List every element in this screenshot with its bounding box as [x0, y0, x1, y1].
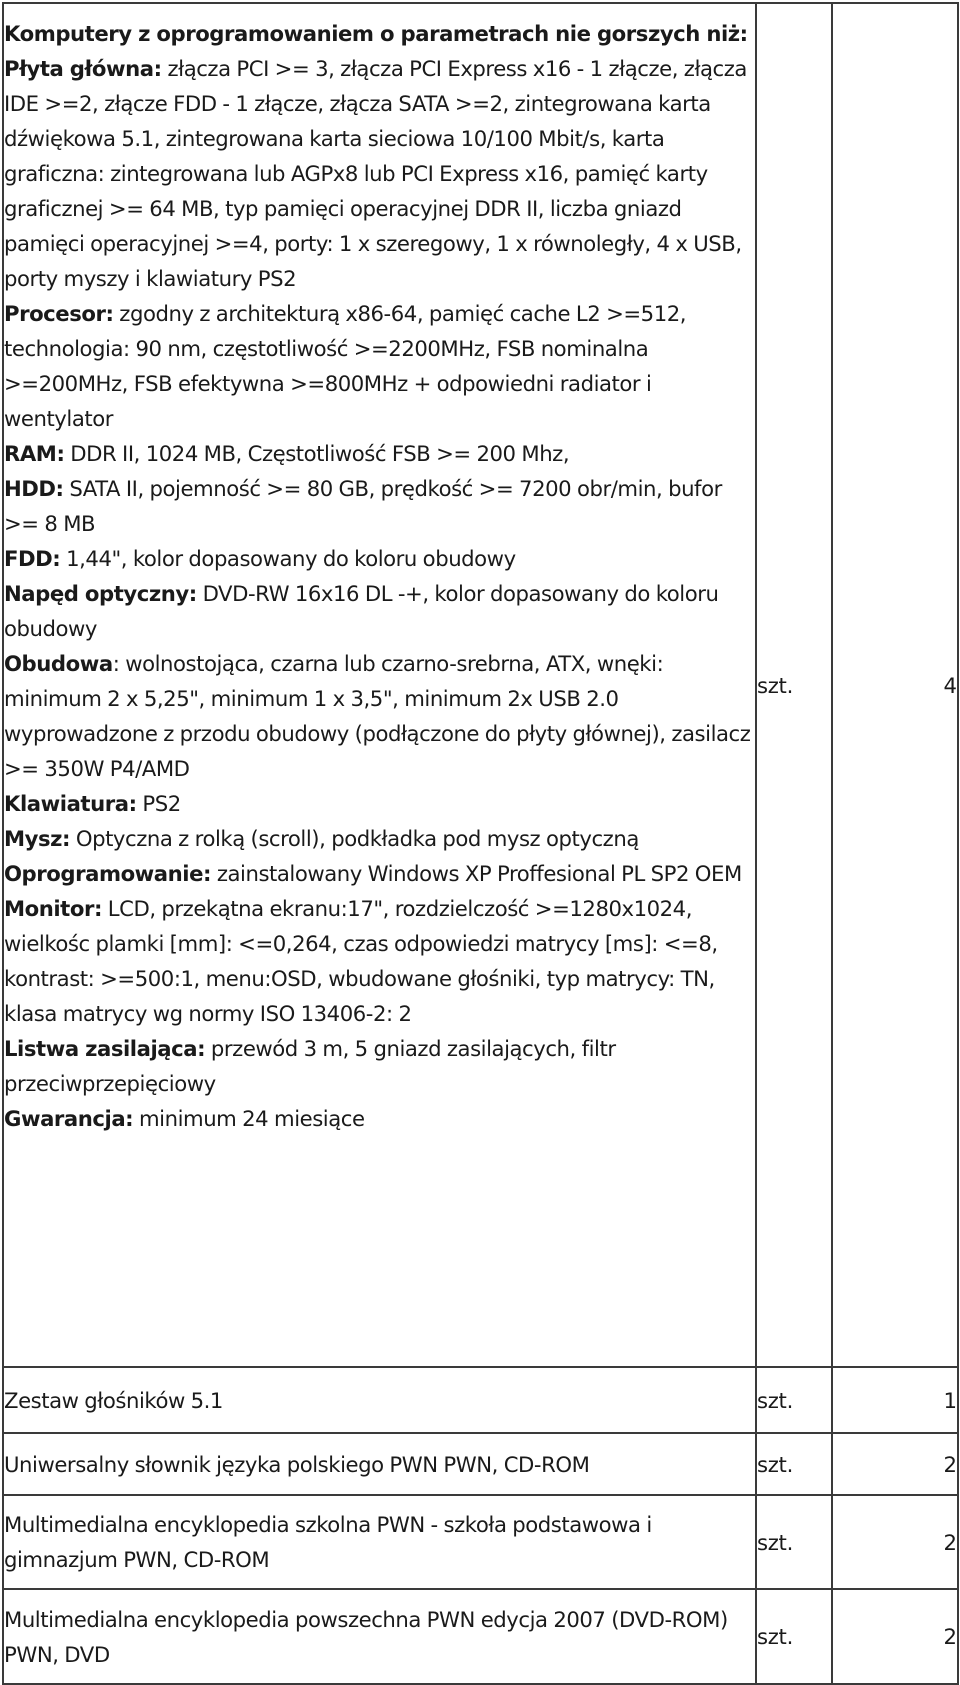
item-name: Multimedialna encyklopedia powszechna PWN edycja 2007 (DVD-ROM) PWN, DVD: [3, 1589, 756, 1684]
item-unit: szt.: [756, 1367, 832, 1433]
spec-label: Gwarancja:: [4, 1106, 134, 1131]
spec-text: zgodny z architekturą x86-64, pamięć cache L2 >=512, technologia: 90 nm, częstotliwość >=2200MHz, FSB nominalna >=200MHz, FSB efektywna >=800MHz + odpowiedni radiator i wentylator: [4, 301, 687, 431]
spec-text: zainstalowany Windows XP Proffesional PL SP2 OEM: [211, 861, 742, 886]
spec-motherboard: [4, 51, 755, 296]
spec-text: PS2: [136, 791, 181, 816]
spec-label: HDD:: [4, 476, 64, 501]
item-quantity: 2: [832, 1495, 958, 1589]
spec-label: RAM:: [4, 441, 65, 466]
spec-processor: [4, 296, 755, 436]
spec-mouse: [4, 821, 755, 856]
spec-ram: [4, 436, 755, 471]
table-row-computers: [3, 3, 958, 1367]
spec-warranty: [4, 1101, 755, 1136]
spec-text: Optyczna z rolką (scroll), podkładka pod mysz optyczną: [70, 826, 639, 851]
spec-label: FDD:: [4, 546, 61, 571]
item-name: Multimedialna encyklopedia szkolna PWN - szkoła podstawowa i gimnazjum PWN, CD-ROM: [3, 1495, 756, 1589]
spec-text: 1,44", kolor dopasowany do koloru obudowy: [60, 546, 516, 571]
spec-text: DVD-RW 16x16 DL -+, kolor dopasowany do koloru obudowy: [4, 581, 719, 641]
item-quantity: 2: [832, 1589, 958, 1684]
spec-text: DDR II, 1024 MB, Częstotliwość FSB >= 200 Mhz,: [64, 441, 570, 466]
item-unit: szt.: [756, 3, 832, 1367]
spec-label: Mysz:: [4, 826, 71, 851]
spec-hdd: [4, 471, 755, 541]
specification-table: [2, 2, 959, 1685]
spec-text: SATA II, pojemność >= 80 GB, prędkość >= 7200 obr/min, bufor >= 8 MB: [4, 476, 722, 536]
item-quantity: 2: [832, 1433, 958, 1495]
item-name: Uniwersalny słownik języka polskiego PWN PWN, CD-ROM: [3, 1433, 756, 1495]
spec-optical-drive: [4, 576, 755, 646]
spec-text: LCD, przekątna ekranu:17", rozdzielczość >=1280x1024, wielkośc plamki [mm]: <=0,264, czas odpowiedzi matrycy [ms]: <=8, kontrast: >=500:1, menu:OSD, wbudowane głośniki, typ matrycy: TN, klasa matrycy wg normy ISO 13406-2: 2: [4, 896, 718, 1026]
spec-case: [4, 646, 755, 786]
table-row: [3, 1589, 958, 1684]
item-description-cell: [3, 3, 756, 1367]
spec-text: przewód 3 m, 5 gniazd zasilających, filtr przeciwprzepięciowy: [4, 1036, 616, 1096]
spec-software: [4, 856, 755, 891]
item-unit: szt.: [756, 1589, 832, 1684]
spec-label: Listwa zasilająca:: [4, 1036, 206, 1061]
spec-label: Procesor:: [4, 301, 114, 326]
item-name: Zestaw głośników 5.1: [3, 1367, 756, 1433]
spec-text: złącza PCI >= 3, złącza PCI Express x16 - 1 złącze, złącza IDE >=2, złącze FDD - 1 złącze, złącza SATA >=2, zintegrowana karta dźwiękowa 5.1, zintegrowana karta sieciowa 10/100 Mbit/s, karta graficzna: zintegrowana lub AGPx8 lub PCI Express x16, pamięć karty graficznej >= 64 MB, typ pamięci operacyjnej DDR II, liczba gniazd pamięci operacyjnej >=4, porty: 1 x szeregowy, 1 x równoległy, 4 x USB, porty myszy i klawiatury PS2: [4, 56, 747, 291]
spec-label: Monitor:: [4, 896, 102, 921]
item-quantity: 4: [832, 3, 958, 1367]
item-heading: Komputery z oprogramowaniem o parametrach nie gorszych niż:: [4, 21, 748, 46]
spec-label: Napęd optyczny:: [4, 581, 197, 606]
spec-label: Oprogramowanie:: [4, 861, 212, 886]
spec-label: Obudowa: [4, 651, 113, 676]
spec-fdd: [4, 541, 755, 576]
table-row: [3, 1367, 958, 1433]
spec-keyboard: [4, 786, 755, 821]
item-quantity: 1: [832, 1367, 958, 1433]
spec-label: Płyta główna:: [4, 56, 162, 81]
spec-power-strip: [4, 1031, 755, 1101]
item-unit: szt.: [756, 1495, 832, 1589]
table-row: [3, 1495, 958, 1589]
spec-text: minimum 24 miesiące: [133, 1106, 365, 1131]
spec-text: : wolnostojąca, czarna lub czarno-srebrna, ATX, wnęki: minimum 2 x 5,25", minimum 1 x 3,5", minimum 2x USB 2.0 wyprowadzone z przodu obudowy (podłączone do płyty głównej), zasilacz >= 350W P4/AMD: [4, 651, 751, 781]
item-unit: szt.: [756, 1433, 832, 1495]
table-row: [3, 1433, 958, 1495]
spec-label: Klawiatura:: [4, 791, 137, 816]
spec-monitor: [4, 891, 755, 1031]
